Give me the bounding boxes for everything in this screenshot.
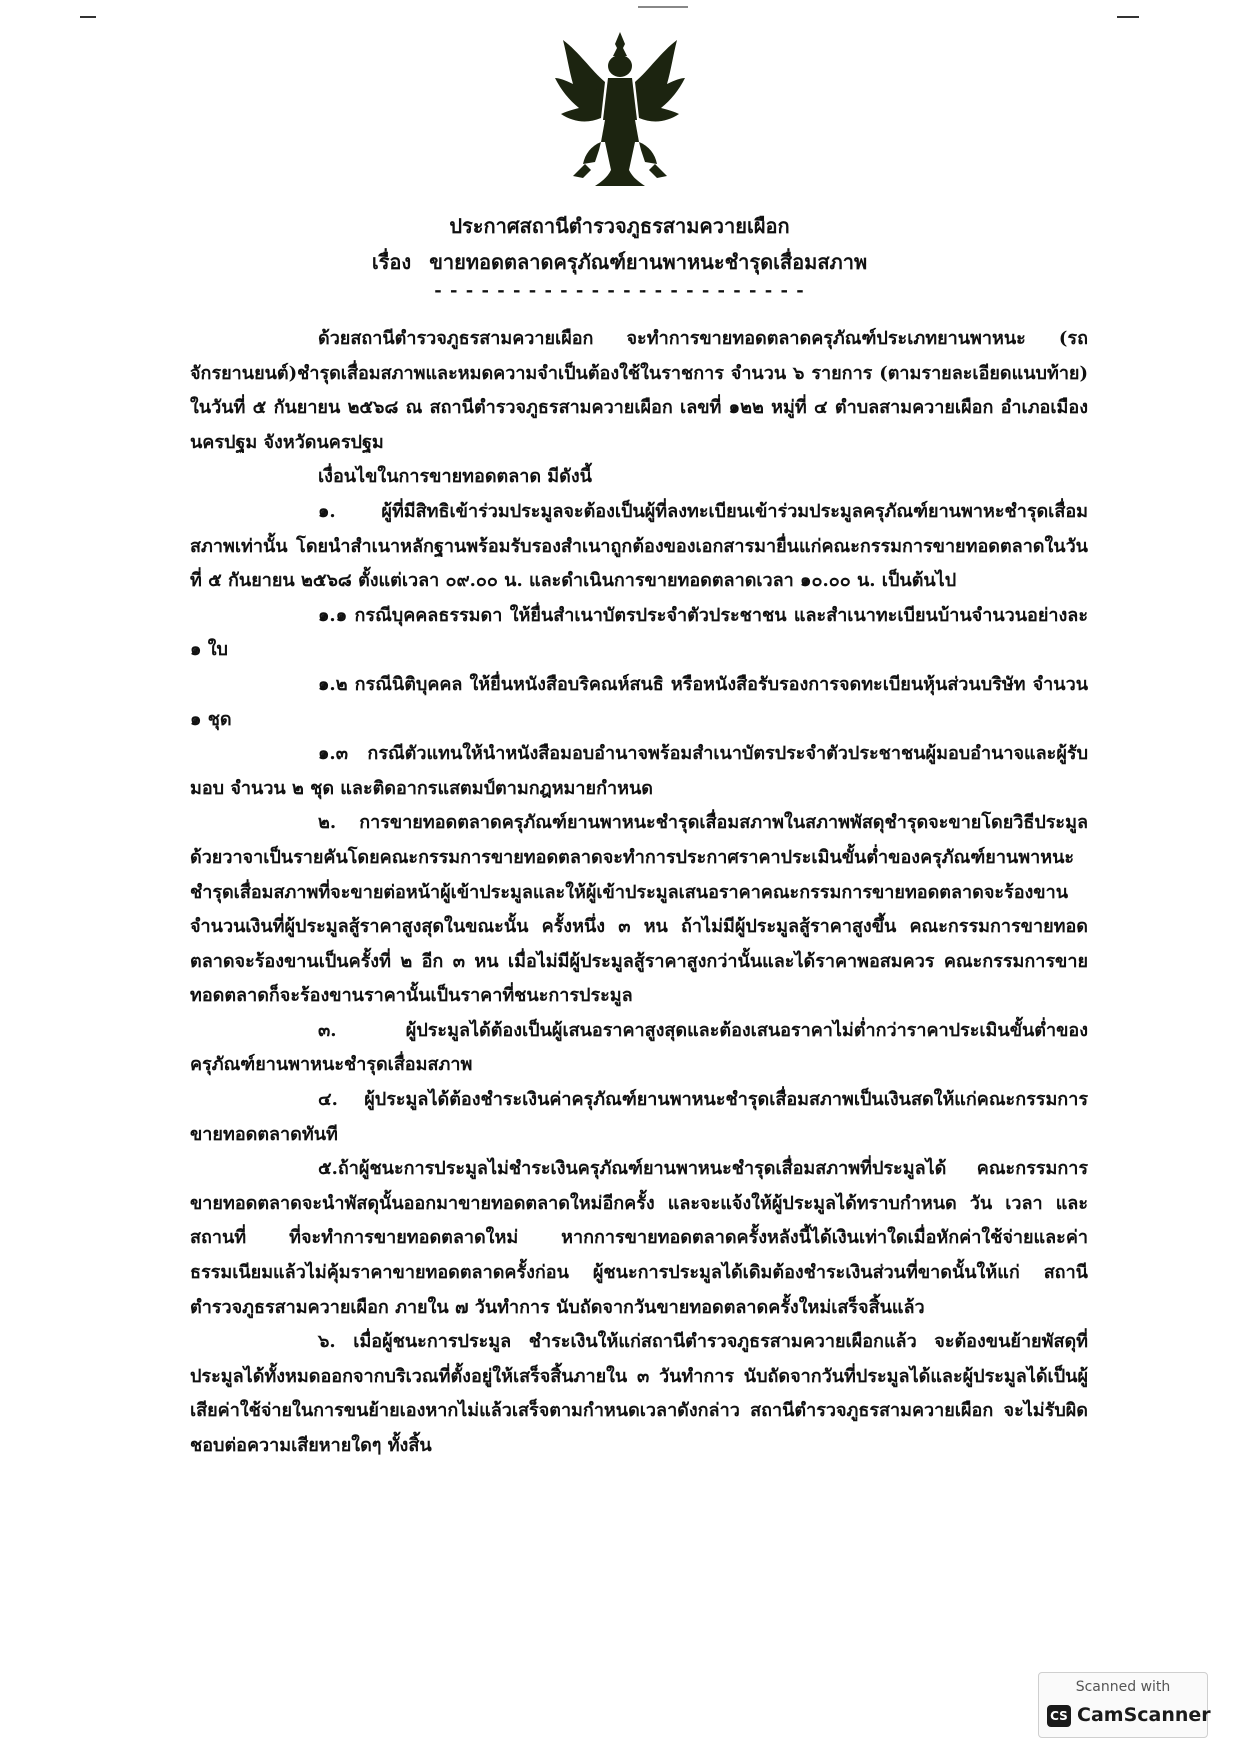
condition-3: ๓. ผู้ประมูลได้ต้องเป็นผู้เสนอราคาสูงสุดและต้องเสนอราคาไม่ต่ำกว่าราคาประเมินขั้นต่ำของครุภัณฑ์ยานพาหนะชำรุดเสื่อมสภาพ [190, 1019, 1088, 1076]
condition-4: ๔. ผู้ประมูลได้ต้องชำระเงินค่าครุภัณฑ์ยานพาหนะชำรุดเสื่อมสภาพเป็นเงินสดให้แก่คณะกรรมการขายทอดตลาดทันที [190, 1089, 1088, 1145]
scanned-with-label: Scanned with [1075, 1679, 1171, 1695]
condition-1-1: ๑.๑ กรณีบุคคลธรรมดา ให้ยื่นสำเนาบัตรประจำตัวประชาชน และสำเนาทะเบียนบ้านจำนวนอย่างละ ๑ ใบ [190, 604, 1088, 661]
condition-5: ๕.ถ้าผู้ชนะการประมูลไม่ชำระเงินครุภัณฑ์ยานพาหนะชำรุดเสื่อมสภาพที่ประมูลได้ คณะกรรมการขายทอดตลาดจะนำพัสดุนั้นออกมาขายทอดตลาดใหม่อีกครั้ง และจะแจ้งให้ผู้ประมูลได้ทราบกำหนด วัน เวลา และสถานที่ ที่จะทำการขายทอดตลาดใหม่ หากการขายทอดตลาดครั้งหลังนี้ได้เงินเท่าใดเมื่อหักค่าใช้จ่ายและค่าธรรมเนียมแล้วไม่คุ้มราคาขายทอดตลาดครั้งก่อน ผู้ชนะการประมูลได้เดิมต้องชำระเงินส่วนที่ขาดนั้นให้แก่ สถานีตำรวจภูธรสามควายเผือก ภายใน ๗ วันทำการ นับถัดจากวันขายทอดตลาดครั้งใหม่เสร็จสิ้นแล้ว [190, 1158, 1088, 1318]
camscanner-logo-icon: CS [1047, 1705, 1071, 1727]
condition-6: ๖. เมื่อผู้ชนะการประมูล ชำระเงินให้แก่สถานีตำรวจภูธรสามควายเผือกแล้ว จะต้องขนย้ายพัสดุที่ประมูลได้ทั้งหมดออกจากบริเวณที่ตั้งอยู่ให้เสร็จสิ้นภายใน ๓ วันทำการ นับถัดจากวันที่ประมูลได้และผู้ประมูลได้เป็นผู้เสียค่าใช้จ่ายในการขนย้ายเองหากไม่แล้วเสร็จตามกำหนดเวลาดังกล่าว สถานีตำรวจภูธรสามควายเผือก จะไม่รับผิดชอบต่อความเสียหายใดๆ ทั้งสิ้น [190, 1331, 1088, 1456]
announcement-body [190, 322, 1088, 1464]
scan-mark [638, 6, 688, 8]
condition-1-3: ๑.๓ กรณีตัวแทนให้นำหนังสือมอบอำนาจพร้อมสำเนาบัตรประจำตัวประชาชนผู้มอบอำนาจและผู้รับมอบ จำนวน ๒ ชุด และติดอากรแสตมป์ตามกฎหมายกำหนด [190, 743, 1088, 799]
conditions-heading: เงื่อนไขในการขายทอดตลาด มีดังนี้ [318, 466, 592, 488]
announcement-subject [0, 244, 1239, 280]
scan-mark [80, 16, 96, 18]
condition-2: ๒. การขายทอดตลาดครุภัณฑ์ยานพาหนะชำรุดเสื่อมสภาพในสภาพพัสดุชำรุดจะขายโดยวิธีประมูลด้วยวาจาเป็นรายคันโดยคณะกรรมการขายทอดตลาดจะทำการประกาศราคาประเมินขั้นต่ำของครุภัณฑ์ยานพาหนะชำรุดเสื่อมสภาพที่จะขายต่อหน้าผู้เข้าประมูลและให้ผู้เข้าประมูลเสนอราคาคณะกรรมการขายทอดตลาดจะร้องขานจำนวนเงินที่ผู้ประมูลสู้ราคาสูงสุดในขณะนั้น ครั้งหนึ่ง ๓ หน ถ้าไม่มีผู้ประมูลสู้ราคาสูงขึ้น คณะกรรมการขายทอดตลาดจะร้องขานเป็นครั้งที่ ๒ อีก ๓ หน เมื่อไม่มีผู้ประมูลสู้ราคาสูงกว่านั้นและได้ราคาพอสมควร คณะกรรมการขายทอดตลาดก็จะร้องขานราคานั้นเป็นราคาที่ชนะการประมูล [190, 812, 1088, 1007]
announcement-header [0, 208, 1239, 302]
scan-mark [1117, 16, 1139, 18]
subject-label: เรื่อง [371, 250, 412, 274]
camscanner-watermark [1038, 1672, 1211, 1738]
announcement-title: ประกาศสถานีตำรวจภูธรสามควายเผือก [449, 214, 790, 238]
camscanner-brand: CamScanner [1077, 1704, 1211, 1726]
garuda-emblem-icon [555, 30, 685, 188]
intro-paragraph: ด้วยสถานีตำรวจภูธรสามควายเผือก จะทำการขายทอดตลาดครุภัณฑ์ประเภทยานพาหนะ (รถจักรยานยนต์)ชำรุดเสื่อมสภาพและหมดความจำเป็นต้องใช้ในราชการ จำนวน ๖ รายการ (ตามรายละเอียดแนบท้าย) ในวันที่ ๕ กันยายน ๒๕๖๘ ณ สถานีตำรวจภูธรสามควายเผือก เลขที่ ๑๒๒ หมู่ที่ ๔ ตำบลสามควายเผือก อำเภอเมืองนครปฐม จังหวัดนครปฐม [190, 328, 1088, 453]
condition-1: ๑. ผู้ที่มีสิทธิเข้าร่วมประมูลจะต้องเป็นผู้ที่ลงทะเบียนเข้าร่วมประมูลครุภัณฑ์ยานพาหะชำรุดเสื่อมสภาพเท่านั้น โดยนำสำเนาหลักฐานพร้อมรับรองสำเนาถูกต้องของเอกสารมายื่นแก่คณะกรรมการขายทอดตลาดในวันที่ ๕ กันยายน ๒๕๖๘ ตั้งแต่เวลา ๐๙.๐๐ น. และดำเนินการขายทอดตลาดเวลา ๑๐.๐๐ น. เป็นต้นไป [190, 500, 1088, 592]
title-separator: - - - - - - - - - - - - - - - - - - - - - - - - [434, 280, 805, 301]
condition-1-2: ๑.๒ กรณีนิติบุคคล ให้ยื่นหนังสือบริคณห์สนธิ หรือหนังสือรับรองการจดทะเบียนหุ้นส่วนบริษัท จำนวน ๑ ชุด [190, 673, 1088, 730]
subject-text: ขายทอดตลาดครุภัณฑ์ยานพาหนะชำรุดเสื่อมสภาพ [429, 250, 868, 274]
